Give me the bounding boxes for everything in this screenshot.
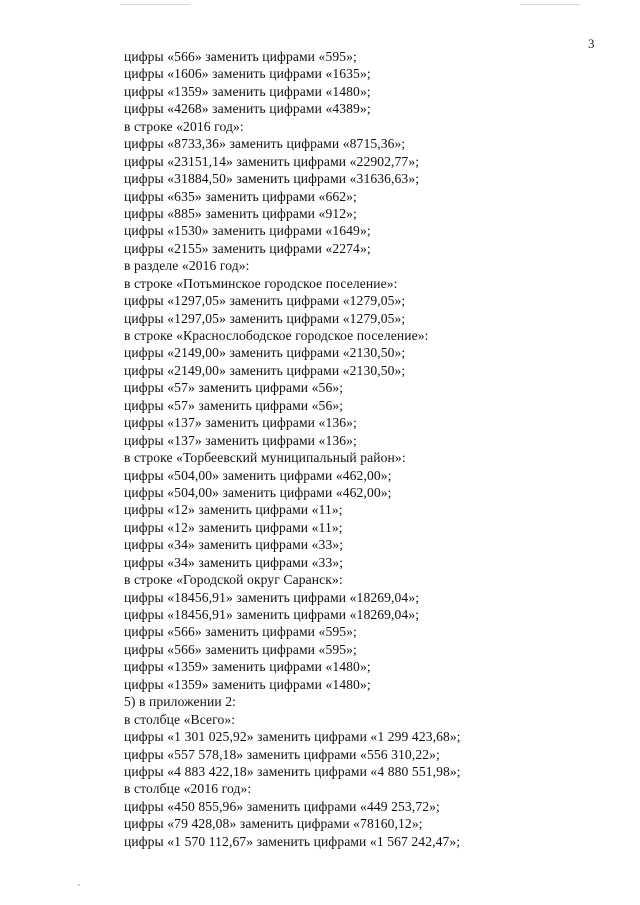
- text-line: цифры «1359» заменить цифрами «1480»;: [124, 83, 371, 99]
- text-line: цифры «18456,91» заменить цифрами «18269,04»;: [124, 607, 420, 622]
- text-line: в столбце «2016 год»:: [124, 781, 252, 797]
- text-line: цифры «8733,36» заменить цифрами «8715,36»;: [124, 136, 406, 152]
- text-line: в строке «Потьминское городское поселение»:: [124, 275, 398, 291]
- text-line: в строке «Краснослободское городское поселение»:: [124, 328, 429, 343]
- text-line: цифры «566» заменить цифрами «595»;: [124, 641, 357, 657]
- text-line: цифры «1 301 025,92» заменить цифрами «1 299 423,68»;: [124, 729, 461, 745]
- text-line: цифры «1297,05» заменить цифрами «1279,05»;: [124, 310, 406, 326]
- text-line: цифры «137» заменить цифрами «136»;: [124, 415, 357, 431]
- text-line: цифры «2149,00» заменить цифрами «2130,50»;: [124, 345, 406, 361]
- text-line: цифры «23151,14» заменить цифрами «22902,77»;: [124, 153, 420, 169]
- text-line: цифры «566» заменить цифрами «595»;: [124, 624, 357, 640]
- text-line: цифры «12» заменить цифрами «11»;: [124, 502, 343, 518]
- scan-artifact-top-right: [520, 4, 580, 5]
- text-line: цифры «557 578,18» заменить цифрами «556 310,22»;: [124, 746, 440, 762]
- text-line: цифры «79 428,08» заменить цифрами «78160,12»;: [124, 816, 423, 832]
- text-line: цифры «34» заменить цифрами «33»;: [124, 537, 344, 553]
- text-line: в разделе «2016 год»:: [124, 258, 250, 274]
- text-line: цифры «635» заменить цифрами «662»;: [124, 188, 357, 204]
- text-line: цифры «137» заменить цифрами «136»;: [124, 432, 357, 448]
- text-line: цифры «1359» заменить цифрами «1480»;: [124, 676, 371, 692]
- text-line: цифры «2149,00» заменить цифрами «2130,50»;: [124, 362, 406, 378]
- text-line: цифры «1297,05» заменить цифрами «1279,05»;: [124, 293, 406, 309]
- text-line: цифры «1 570 112,67» заменить цифрами «1 567 242,47»;: [124, 833, 461, 849]
- text-line: в строке «2016 год»:: [124, 118, 244, 134]
- text-line: цифры «31884,50» заменить цифрами «31636,63»;: [124, 171, 420, 187]
- text-line: в строке «Торбеевский муниципальный район»:: [124, 450, 406, 466]
- text-line: цифры «12» заменить цифрами «11»;: [124, 519, 343, 535]
- text-line: цифры «1530» заменить цифрами «1649»;: [124, 223, 371, 239]
- text-line: цифры «504,00» заменить цифрами «462,00»;: [124, 467, 392, 483]
- text-line: в столбце «Всего»:: [124, 711, 236, 727]
- text-line: цифры «4268» заменить цифрами «4389»;: [124, 101, 371, 117]
- scan-artifact-dot: [78, 884, 80, 886]
- text-line: цифры «18456,91» заменить цифрами «18269,04»;: [124, 589, 420, 605]
- text-line: цифры «34» заменить цифрами «33»;: [124, 554, 344, 570]
- scan-artifact-top-left: [120, 4, 190, 5]
- text-line: в строке «Городской округ Саранск»:: [124, 572, 343, 588]
- text-line: цифры «1606» заменить цифрами «1635»;: [124, 66, 371, 82]
- text-line: цифры «57» заменить цифрами «56»;: [124, 397, 344, 413]
- document-body: [124, 48, 624, 850]
- text-line: цифры «504,00» заменить цифрами «462,00»;: [124, 484, 392, 500]
- text-line: цифры «450 855,96» заменить цифрами «449 253,72»;: [124, 798, 440, 814]
- text-line: цифры «1359» заменить цифрами «1480»;: [124, 659, 371, 675]
- text-line: 5) в приложении 2:: [124, 694, 236, 710]
- text-line: цифры «57» заменить цифрами «56»;: [124, 380, 344, 396]
- text-line: цифры «885» заменить цифрами «912»;: [124, 205, 357, 221]
- text-line: цифры «2155» заменить цифрами «2274»;: [124, 240, 371, 256]
- page-number: 3: [588, 36, 595, 51]
- text-line: цифры «4 883 422,18» заменить цифрами «4 880 551,98»;: [124, 763, 461, 779]
- text-line: цифры «566» заменить цифрами «595»;: [124, 49, 357, 64]
